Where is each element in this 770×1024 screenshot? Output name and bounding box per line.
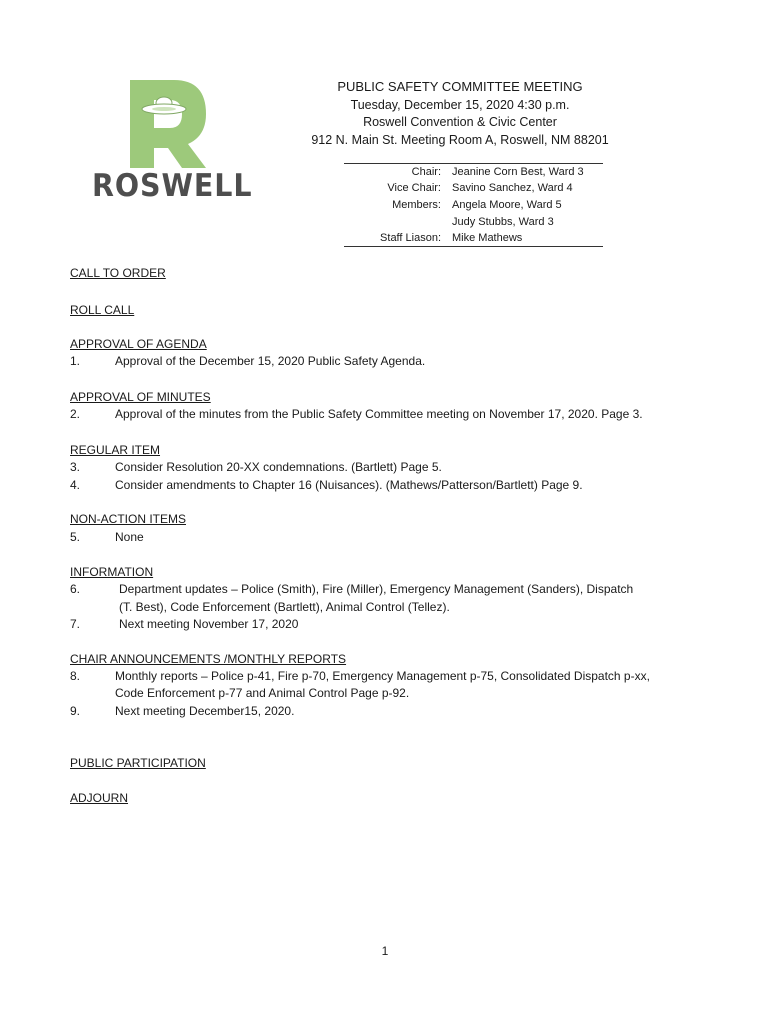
approval-minutes-heading: APPROVAL OF MINUTES bbox=[70, 390, 211, 404]
vice-chair-row bbox=[344, 182, 603, 198]
roll-call-heading: ROLL CALL bbox=[70, 303, 135, 317]
members-row-2 bbox=[344, 216, 603, 232]
item-text: Approval of the minutes from the Public Safety Committee meeting on November 17, 2020. Page 3. bbox=[115, 407, 643, 421]
item-text: Department updates – Police (Smith), Fire (Miller), Emergency Management (Sanders), Dispatch bbox=[119, 582, 634, 596]
item-number: 7. bbox=[70, 617, 81, 631]
meeting-venue: Roswell Convention & Civic Center bbox=[363, 115, 557, 129]
chair-row bbox=[344, 166, 603, 182]
item-text: Next meeting November 17, 2020 bbox=[119, 617, 299, 631]
approval-agenda-heading: APPROVAL OF AGENDA bbox=[70, 337, 207, 351]
item-text: Next meeting December15, 2020. bbox=[115, 704, 295, 718]
adjourn-heading: ADJOURN bbox=[70, 791, 129, 805]
chair-name: Jeanine Corn Best, Ward 3 bbox=[452, 166, 584, 178]
staff-name: Mike Mathews bbox=[452, 232, 523, 244]
meeting-title: PUBLIC SAFETY COMMITTEE MEETING bbox=[337, 79, 583, 94]
members-row bbox=[344, 199, 603, 215]
meeting-date-time: Tuesday, December 15, 2020 4:30 p.m. bbox=[350, 98, 570, 112]
r-letter-shape bbox=[130, 80, 206, 168]
ufo-rim bbox=[152, 107, 176, 111]
item-text: None bbox=[115, 530, 144, 544]
item-text: Approval of the December 15, 2020 Public Safety Agenda. bbox=[115, 354, 426, 368]
item-number: 8. bbox=[70, 669, 81, 683]
members-label: Members: bbox=[392, 199, 441, 211]
committee-bottom-rule bbox=[344, 246, 603, 247]
item-text: Consider amendments to Chapter 16 (Nuisances). (Mathews/Patterson/Bartlett) Page 9. bbox=[115, 478, 583, 492]
item-number: 4. bbox=[70, 478, 81, 492]
item-text: Monthly reports – Police p-41, Fire p-70, Emergency Management p-75, Consolidated Dispatch p-xx, bbox=[115, 669, 650, 683]
chair-label: Chair: bbox=[411, 166, 441, 178]
item-number: 9. bbox=[70, 704, 81, 718]
item-number: 6. bbox=[70, 582, 81, 596]
non-action-heading: NON-ACTION ITEMS bbox=[70, 512, 186, 526]
vice-chair-name: Savino Sanchez, Ward 4 bbox=[452, 182, 573, 194]
committee-top-rule bbox=[344, 163, 603, 164]
staff-label: Staff Liason: bbox=[380, 232, 441, 244]
item-text: Consider Resolution 20-XX condemnations. (Bartlett) Page 5. bbox=[115, 460, 442, 474]
information-heading: INFORMATION bbox=[70, 565, 154, 579]
call-to-order-heading: CALL TO ORDER bbox=[70, 266, 166, 280]
item-number: 2. bbox=[70, 407, 81, 421]
chair-announcements-heading: CHAIR ANNOUNCEMENTS /MONTHLY REPORTS bbox=[70, 652, 347, 666]
item-number: 1. bbox=[70, 354, 81, 368]
public-participation-heading: PUBLIC PARTICIPATION bbox=[70, 756, 206, 770]
member-name: Judy Stubbs, Ward 3 bbox=[452, 216, 554, 228]
item-number: 3. bbox=[70, 460, 81, 474]
regular-item-heading: REGULAR ITEM bbox=[70, 443, 161, 457]
vice-chair-label: Vice Chair: bbox=[387, 182, 441, 194]
meeting-address: 912 N. Main St. Meeting Room A, Roswell, NM 88201 bbox=[311, 133, 609, 147]
member-name: Angela Moore, Ward 5 bbox=[452, 199, 562, 211]
page-number: 1 bbox=[381, 944, 389, 958]
item-text: (T. Best), Code Enforcement (Bartlett), Animal Control (Tellez). bbox=[119, 600, 450, 614]
item-number: 5. bbox=[70, 530, 81, 544]
logo-wordmark: ROSWELL bbox=[92, 168, 253, 204]
item-text: Code Enforcement p-77 and Animal Control Page p-92. bbox=[115, 686, 410, 700]
